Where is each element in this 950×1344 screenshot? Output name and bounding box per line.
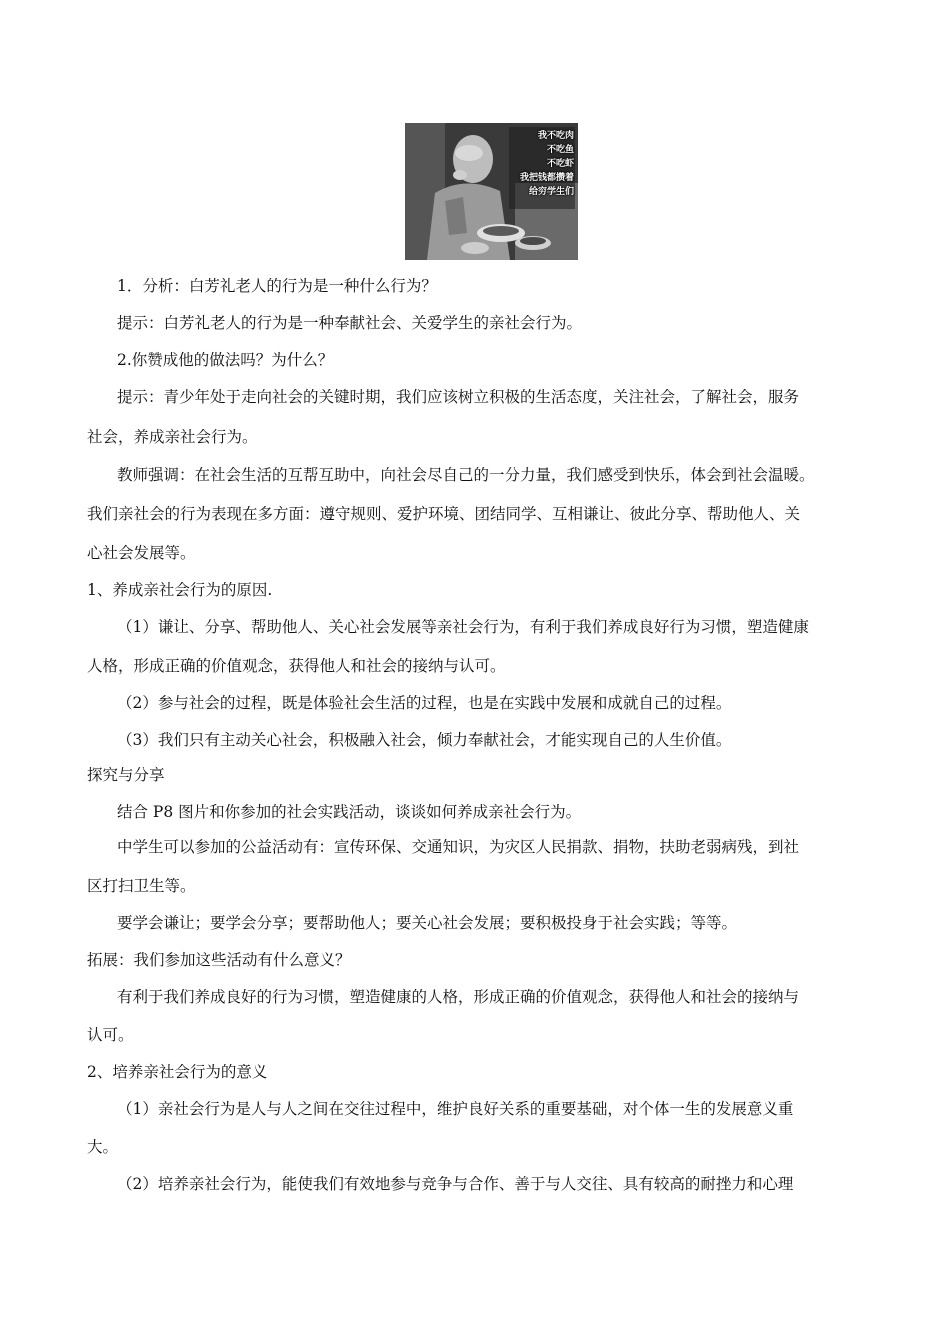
section-heading-2: 2、培养亲社会行为的意义 xyxy=(87,1063,268,1081)
extension-answer-line-2: 认可。 xyxy=(87,1026,134,1044)
question-2: 2.你赞成他的做法吗？为什么？ xyxy=(117,351,334,369)
caption-line: 不吃鱼 xyxy=(546,145,574,155)
elderly-man-photo xyxy=(405,123,578,260)
teacher-emphasis-line-1: 教师强调：在社会生活的互帮互助中，向社会尽自己的一分力量，我们感受到快乐，体会到社会温暖。 xyxy=(117,466,815,484)
reason-1-line-2: 人格，形成正确的价值观念，获得他人和社会的接纳与认可。 xyxy=(87,657,506,675)
activities-line-2: 区打扫卫生等。 xyxy=(87,877,196,895)
caption-line: 我不吃肉 xyxy=(537,131,574,141)
hint-2-line-2: 社会，养成亲社会行为。 xyxy=(87,428,258,446)
hint-1: 提示：白芳礼老人的行为是一种奉献社会、关爱学生的亲社会行为。 xyxy=(117,314,583,332)
photo-caption xyxy=(504,129,574,199)
reason-2: （2）参与社会的过程，既是体验社会生活的过程，也是在实践中发展和成就自己的过程。 xyxy=(117,694,732,712)
extension-question: 拓展：我们参加这些活动有什么意义？ xyxy=(87,951,351,969)
caption-line: 不吃虾 xyxy=(546,159,574,169)
teacher-emphasis-line-3: 心社会发展等。 xyxy=(87,544,196,562)
significance-2-line-1: （2）培养亲社会行为，能使我们有效地参与竞争与合作、善于与人交往、具有较高的耐挫力和心理 xyxy=(117,1175,794,1193)
reason-3: （3）我们只有主动关心社会，积极融入社会，倾力奉献社会，才能实现自己的人生价值。 xyxy=(117,731,732,749)
caption-line: 我把钱都攒着 xyxy=(519,173,574,183)
explore-prompt: 结合 P8 图片和你参加的社会实践活动，谈谈如何养成亲社会行为。 xyxy=(117,803,582,821)
significance-1-line-1: （1）亲社会行为是人与人之间在交往过程中，维护良好关系的重要基础，对个体一生的发展意义重 xyxy=(117,1100,794,1118)
hint-2-line-1: 提示：青少年处于走向社会的关键时期，我们应该树立积极的生活态度，关注社会，了解社会，服务 xyxy=(117,388,800,406)
explore-heading: 探究与分享 xyxy=(87,766,165,784)
section-heading-1: 1、养成亲社会行为的原因. xyxy=(87,581,273,599)
significance-1-line-2: 大。 xyxy=(87,1138,119,1156)
teacher-emphasis-line-2: 我们亲社会的行为表现在多方面：遵守规则、爱护环境、团结同学、互相谦让、彼此分享、帮助他人、关 xyxy=(87,505,801,523)
question-1: 1．分析：白芳礼老人的行为是一种什么行为？ xyxy=(117,277,437,295)
activities-line-1: 中学生可以参加的公益活动有：宣传环保、交通知识，为灾区人民捐款、捐物，扶助老弱病残，到社 xyxy=(117,838,800,856)
suggestions: 要学会谦让；要学会分享；要帮助他人；要关心社会发展；要积极投身于社会实践；等等。 xyxy=(117,914,738,932)
caption-line: 给穷学生们 xyxy=(528,187,574,197)
reason-1-line-1: （1）谦让、分享、帮助他人、关心社会发展等亲社会行为，有利于我们养成良好行为习惯，塑造健康 xyxy=(117,618,809,636)
extension-answer-line-1: 有利于我们养成良好的行为习惯，塑造健康的人格，形成正确的价值观念，获得他人和社会的接纳与 xyxy=(117,988,800,1006)
